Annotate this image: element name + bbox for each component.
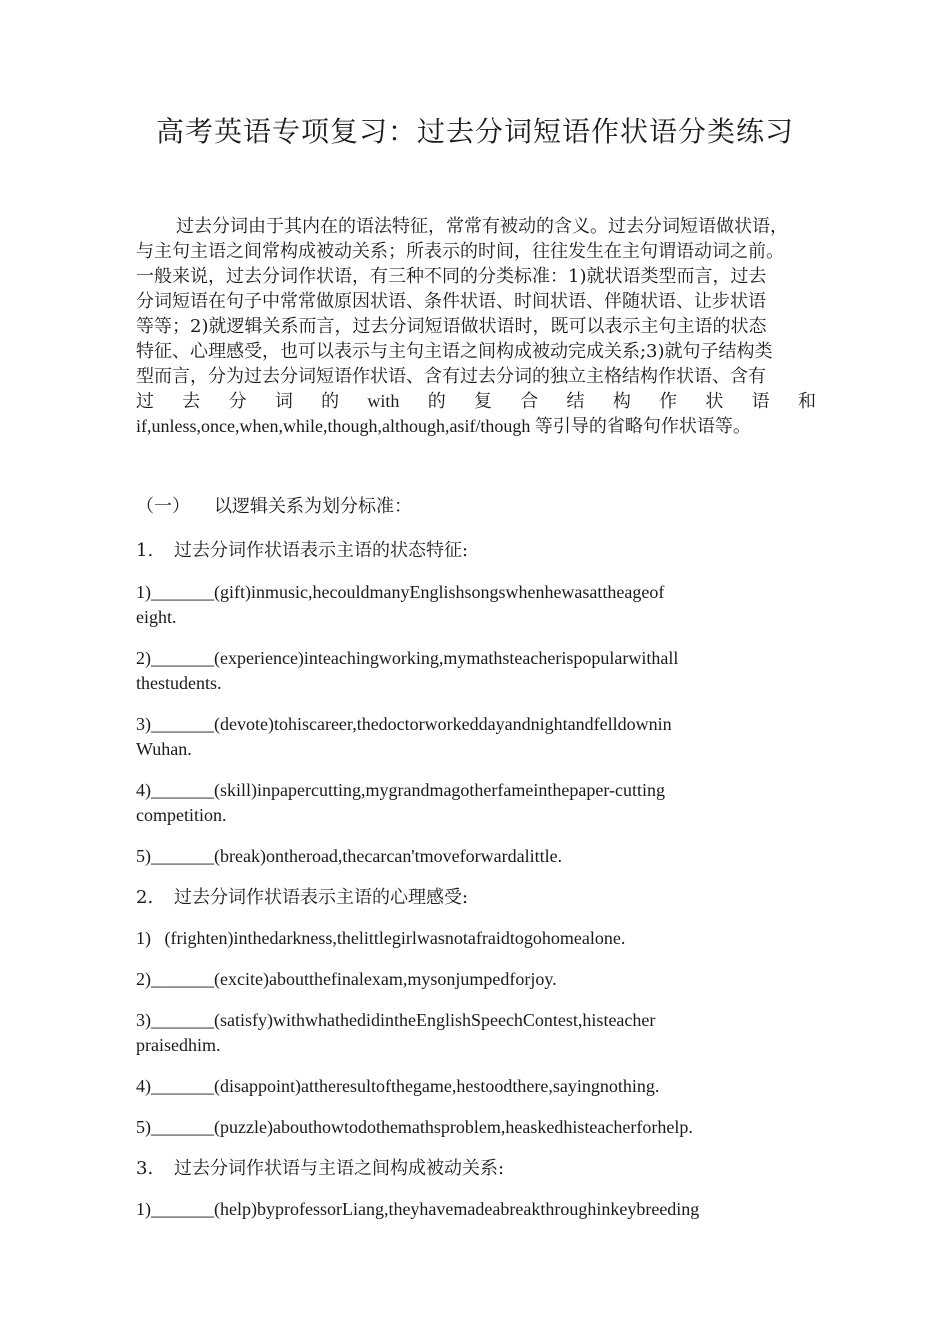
- intro-line: 过去分词由于其内在的语法特征，常常有被动的含义。过去分词短语做状语，: [176, 216, 788, 237]
- intro-word: 合: [520, 391, 539, 412]
- exercise-line: 2)_______(excite)aboutthefinalexam,mysonjumpedforjoy.: [136, 969, 557, 989]
- exercise-line: 4)_______(disappoint)attheresultofthegame,hestoodthere,sayingnothing.: [136, 1076, 660, 1096]
- intro-line: 等等；2)就逻辑关系而言，过去分词短语做状语时，既可以表示主句主语的状态: [136, 316, 767, 337]
- group-number: 2.: [136, 887, 154, 908]
- exercise-line: 1)_______(help)byprofessorLiang,theyhavemadeabreakthroughinkeybreeding: [136, 1199, 700, 1219]
- group-number: 1.: [136, 540, 154, 561]
- intro-paragraph: [136, 214, 816, 439]
- exercise-line: competition.: [136, 805, 227, 825]
- section-label: 以逻辑关系为划分标准：: [214, 496, 412, 517]
- group-heading: [136, 1156, 504, 1181]
- intro-word: 构: [612, 391, 631, 412]
- intro-line: 特征、心理感受，也可以表示与主句主语之间构成被动完成关系;3)就句子结构类: [136, 341, 773, 362]
- exercise-line: eight.: [136, 607, 177, 627]
- exercise-line: 1) (frighten)inthedarkness,thelittlegirlwasnotafraidtogohomealone.: [136, 928, 626, 948]
- section-number: （一）: [136, 496, 190, 517]
- intro-justified-line: [136, 389, 816, 414]
- section-heading: [136, 494, 412, 519]
- exercise-line: 2)_______(experience)inteachingworking,mymathsteacherispopularwithall: [136, 648, 679, 668]
- intro-word: 去: [182, 391, 201, 412]
- intro-word: 状: [705, 391, 724, 412]
- intro-word: 的: [427, 391, 446, 412]
- group-number: 3.: [136, 1158, 154, 1179]
- intro-line: 分词短语在句子中常常做原因状语、条件状语、时间状语、伴随状语、让步状语: [136, 291, 766, 312]
- intro-word: 结: [566, 391, 585, 412]
- exercise-line: 5)_______(puzzle)abouthowtodothemathsproblem,heaskedhisteacherforhelp.: [136, 1117, 693, 1137]
- intro-line: 与主句主语之间常构成被动关系；所表示的时间，往往发生在主句谓语动词之前。: [136, 241, 784, 262]
- group-title: 过去分词作状语表示主语的状态特征:: [174, 540, 469, 561]
- intro-word: 分: [228, 391, 247, 412]
- exercise-line: Wuhan.: [136, 739, 192, 759]
- group-title: 过去分词作状语与主语之间构成被动关系:: [174, 1158, 505, 1179]
- intro-word: 作: [659, 391, 678, 412]
- group-title: 过去分词作状语表示主语的心理感受:: [174, 887, 469, 908]
- intro-line: 型而言，分为过去分词短语作状语、含有过去分词的独立主格结构作状语、含有: [136, 366, 766, 387]
- intro-word: 的: [321, 391, 340, 412]
- intro-word: 和: [797, 391, 816, 412]
- exercise-line: 5)_______(break)ontheroad,thecarcan'tmoveforwardalittle.: [136, 846, 563, 866]
- exercise-line: praisedhim.: [136, 1035, 221, 1055]
- document-title: 高考英语专项复习：过去分词短语作状语分类练习: [155, 115, 794, 148]
- exercise-line: 1)_______(gift)inmusic,hecouldmanyEnglishsongswhenhewasattheageof: [136, 582, 665, 602]
- intro-word: 过: [136, 391, 154, 412]
- exercise-line: thestudents.: [136, 673, 222, 693]
- exercise-line: 4)_______(skill)inpapercutting,mygrandmagotherfameinthepaper-cutting: [136, 780, 665, 800]
- group-heading: [136, 538, 468, 563]
- intro-line: if,unless,once,when,while,though,although,asif/though 等引导的省略句作状语等。: [136, 416, 751, 436]
- exercise-line: 3)_______(satisfy)withwhathedidintheEnglishSpeechContest,histeacher: [136, 1010, 656, 1030]
- intro-word: with: [367, 391, 400, 411]
- group-heading: [136, 885, 468, 910]
- intro-word: 复: [473, 391, 492, 412]
- exercise-line: 3)_______(devote)tohiscareer,thedoctorworkeddayandnightandfelldownin: [136, 714, 672, 734]
- intro-word: 词: [274, 391, 293, 412]
- intro-line: 一般来说，过去分词作状语，有三种不同的分类标准：1)就状语类型而言，过去: [136, 266, 767, 287]
- intro-word: 语: [751, 391, 770, 412]
